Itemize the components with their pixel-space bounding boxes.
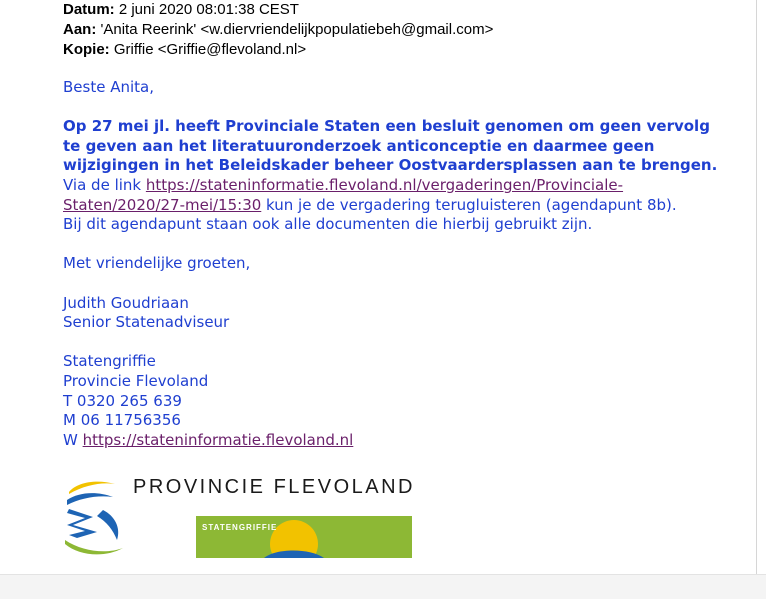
header-to-row (63, 21, 493, 39)
signature-dept: Statengriffie (63, 352, 156, 371)
email-body (63, 78, 743, 450)
body-line-3: wijzigingen in het Beleidskader beheer Oostvaardersplassen aan te brengen. (63, 156, 718, 175)
link-prefix: Via de link (63, 175, 146, 194)
body-line-1: Op 27 mei jl. heeft Provinciale Staten een besluit genomen om geen vervolg (63, 117, 710, 136)
statengriffie-badge (196, 516, 412, 558)
signature-web (63, 431, 743, 451)
signature-mobile: M 06 11756356 (63, 411, 181, 430)
flevoland-emblem-icon (63, 470, 127, 562)
website-link[interactable]: https://stateninformatie.flevoland.nl (82, 430, 354, 449)
meeting-link[interactable]: https://stateninformatie.flevoland.nl/vergaderingen/Provinciale- (145, 175, 624, 194)
link-suffix: kun je de vergadering terugluisteren (agendapunt 8b). (261, 195, 677, 214)
date-label: Datum: (63, 1, 115, 18)
web-prefix: W (63, 430, 83, 449)
body-line-6: Bij dit agendapunt staan ook alle documenten die hierbij gebruikt zijn. (63, 215, 593, 234)
body-line-4 (63, 176, 743, 196)
signature-phone: T 0320 265 639 (63, 391, 182, 410)
closing: Met vriendelijke groeten, (63, 254, 251, 273)
bottom-margin (0, 574, 766, 599)
body-line-2: te geven aan het literatuuronderzoek anticonceptie en daarmee geen (63, 136, 655, 155)
greeting: Beste Anita, (63, 78, 154, 96)
header-cc-row (63, 41, 306, 59)
meeting-link-continued[interactable]: Staten/2020/27-mei/15:30 (63, 195, 262, 214)
to-label: Aan: (63, 21, 97, 38)
cc-label: Kopie: (63, 41, 110, 58)
pane-divider (756, 0, 757, 574)
signature-org: Provincie Flevoland (63, 371, 209, 390)
signature-name: Judith Goudriaan (63, 293, 189, 312)
header-date-row (63, 1, 299, 19)
body-line-5 (63, 196, 743, 216)
signature-role: Senior Statenadviseur (63, 313, 230, 332)
cc-value: Griffie <Griffie@flevoland.nl> (113, 41, 307, 58)
date-value: 2 juni 2020 08:01:38 CEST (118, 1, 299, 18)
to-value: 'Anita Reerink' <w.diervriendelijkpopulatiebeh@gmail.com> (100, 21, 494, 38)
provincie-wordmark: PROVINCIE FLEVOLAND (133, 476, 416, 498)
signature-logos (63, 470, 423, 565)
statengriffie-wordmark: STATENGRIFFIE (202, 523, 278, 532)
